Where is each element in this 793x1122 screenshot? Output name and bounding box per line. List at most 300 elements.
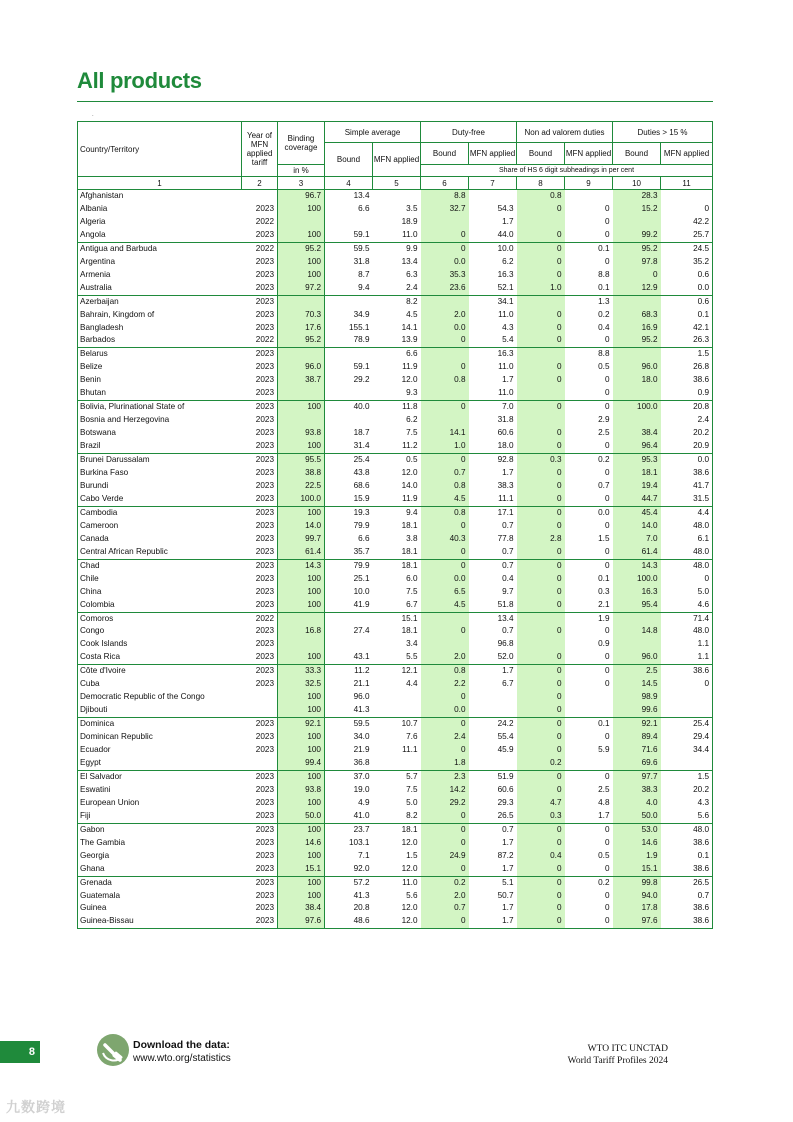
table-cell — [517, 295, 565, 308]
year-value: 2023 — [242, 295, 278, 308]
table-cell: 41.3 — [353, 890, 370, 900]
table-cell: 0 — [421, 229, 469, 242]
table-cell: 33.3 — [278, 665, 325, 678]
publication-title: World Tariff Profiles 2024 — [567, 1056, 668, 1066]
table-cell: 96.0 — [278, 361, 325, 374]
table-cell: 0.1 — [565, 718, 613, 731]
table-cell: 2.5 — [613, 665, 661, 678]
table-cell: 38.6 — [661, 665, 713, 678]
country-name: Central African Republic — [78, 546, 242, 559]
table-cell: 14.0 — [278, 520, 325, 533]
table-cell: 97.7 — [613, 770, 661, 783]
table-cell: 100 — [278, 744, 325, 757]
table-cell: 0 — [517, 480, 565, 493]
year-value: 2023 — [242, 876, 278, 889]
table-row — [78, 678, 713, 691]
year-value — [242, 704, 278, 717]
table-cell: 15.1 — [373, 612, 421, 625]
table-cell: 96.7 — [278, 190, 325, 203]
table-cell: 0 — [421, 401, 469, 414]
table-cell: 8.8 — [598, 269, 610, 279]
table-cell: 11.9 — [402, 493, 418, 503]
table-cell: 4.0 — [613, 797, 661, 810]
header-non-ad-valorem: Non ad valorem duties — [517, 122, 613, 143]
table-cell: 0 — [604, 468, 610, 478]
table-cell: 0 — [565, 665, 613, 678]
table-cell: 16.3 — [613, 586, 661, 599]
table-cell: 0 — [517, 242, 565, 255]
year-value: 2023 — [255, 639, 274, 649]
year-value: 2022 — [255, 216, 274, 226]
table-cell: 0 — [604, 388, 610, 398]
year-value: 2023 — [242, 915, 278, 928]
page-number: 8 — [28, 1046, 35, 1058]
table-cell: 3.4 — [406, 639, 418, 649]
table-cell: 12.0 — [373, 915, 421, 928]
table-cell: 2.0 — [421, 890, 469, 903]
table-cell: 0.9 — [598, 639, 610, 649]
country-name: Ghana — [78, 863, 242, 876]
table-cell: 2.4 — [406, 282, 418, 292]
table-cell: 37.0 — [325, 770, 373, 783]
table-cell — [325, 612, 373, 625]
table-cell: 38.6 — [661, 863, 713, 876]
table-cell: 32.5 — [278, 678, 325, 691]
column-number: 2 — [242, 177, 278, 190]
table-cell — [613, 387, 661, 400]
country-name: Guinea-Bissau — [78, 915, 242, 928]
table-cell: 0 — [517, 546, 565, 559]
table-row — [78, 704, 713, 717]
table-cell: 0.8 — [517, 190, 565, 203]
table-cell: 0 — [517, 440, 565, 453]
column-number: 9 — [565, 177, 613, 190]
country-name: Chile — [78, 573, 242, 586]
table-cell: 87.2 — [497, 850, 514, 860]
table-cell: 20.9 — [661, 440, 713, 453]
country-name: Brazil — [78, 440, 242, 453]
year-value: 2023 — [255, 890, 274, 900]
year-value: 2023 — [255, 863, 274, 873]
table-cell: 51.9 — [469, 770, 517, 783]
table-cell: 100 — [278, 651, 325, 664]
table-row — [78, 467, 713, 480]
table-cell: 103.1 — [349, 837, 370, 847]
table-cell: 15.1 — [278, 863, 325, 876]
year-value: 2023 — [255, 837, 274, 847]
table-cell: 0 — [421, 863, 469, 876]
header-year: Year of MFN applied tariff — [242, 122, 278, 177]
country-name: Albania — [78, 203, 242, 216]
table-cell: 1.0 — [517, 282, 565, 295]
table-cell: 20.8 — [661, 401, 713, 414]
table-cell: 16.3 — [469, 348, 517, 361]
header-bound: Bound — [613, 143, 661, 165]
table-cell: 100 — [278, 731, 325, 744]
table-cell: 41.0 — [353, 810, 370, 820]
table-cell: 1.5 — [598, 533, 610, 543]
year-value: 2023 — [255, 362, 274, 372]
country-name: Barbados — [78, 334, 242, 347]
table-row — [78, 229, 713, 242]
table-cell: 93.8 — [278, 784, 325, 797]
year-value: 2023 — [255, 493, 274, 503]
table-cell: 6.6 — [358, 533, 370, 543]
table-cell: 0 — [421, 559, 469, 572]
table-cell: 100 — [278, 203, 325, 216]
table-cell: 0 — [517, 361, 565, 374]
table-cell: 0 — [421, 454, 469, 467]
table-cell: 50.0 — [278, 810, 325, 823]
table-cell: 9.4 — [358, 282, 370, 292]
year-value: 2023 — [242, 559, 278, 572]
table-cell: 25.7 — [661, 229, 713, 242]
table-cell: 28.3 — [613, 190, 661, 203]
table-cell: 38.8 — [278, 467, 325, 480]
table-row — [78, 890, 713, 903]
table-cell — [325, 638, 373, 651]
year-value: 2023 — [255, 441, 274, 451]
table-cell: 12.0 — [401, 903, 418, 913]
year-value: 2022 — [242, 242, 278, 255]
table-cell: 14.1 — [401, 322, 418, 332]
country-name: China — [78, 586, 242, 599]
table-cell: 13.9 — [401, 335, 418, 345]
country-name: Bolivia, Plurinational State of — [78, 401, 242, 414]
table-cell: 9.3 — [406, 388, 418, 398]
country-name: Australia — [78, 282, 242, 295]
table-cell: 0.0 — [661, 454, 713, 467]
table-cell: 5.1 — [469, 876, 517, 889]
table-cell — [469, 704, 517, 717]
table-cell: 0 — [517, 309, 565, 322]
column-number: 10 — [613, 177, 661, 190]
header-mfn: MFN applied — [469, 143, 517, 165]
table-cell: 12.0 — [401, 375, 418, 385]
title-divider — [77, 101, 713, 102]
table-cell: 38.6 — [661, 467, 713, 480]
table-cell: 4.5 — [421, 599, 469, 612]
table-cell: 14.6 — [278, 837, 325, 850]
download-label: Download the data: — [133, 1039, 230, 1051]
table-cell: 0 — [517, 837, 565, 850]
table-cell: 100 — [278, 876, 325, 889]
table-cell: 0.7 — [469, 559, 517, 572]
country-name: Algeria — [78, 216, 242, 229]
table-cell: 0 — [517, 731, 565, 744]
table-cell: 14.1 — [421, 427, 469, 440]
table-cell: 35.7 — [353, 546, 370, 556]
table-row — [78, 203, 713, 216]
table-cell: 5.6 — [406, 890, 418, 900]
table-cell: 29.2 — [353, 375, 370, 385]
table-cell: 0 — [517, 493, 565, 506]
table-cell: 0 — [517, 770, 565, 783]
table-cell: 42.1 — [661, 322, 713, 335]
table-cell: 1.1 — [661, 651, 713, 664]
table-cell: 7.5 — [406, 428, 418, 438]
table-cell: 24.5 — [661, 242, 713, 255]
table-cell: 0 — [661, 678, 713, 691]
table-row — [78, 309, 713, 322]
table-cell: 0 — [517, 625, 565, 638]
table-row — [78, 216, 713, 229]
country-name: Antigua and Barbuda — [78, 242, 242, 255]
table-cell: 0.7 — [421, 902, 469, 915]
column-number: 1 — [78, 177, 242, 190]
table-cell: 34.4 — [661, 744, 713, 757]
table-cell: 0 — [421, 837, 469, 850]
table-cell: 96.4 — [613, 440, 661, 453]
table-cell: 0 — [421, 520, 469, 533]
table-cell: 23.7 — [325, 823, 373, 836]
table-cell: 98.9 — [613, 691, 661, 704]
year-value: 2022 — [255, 335, 274, 345]
table-row — [78, 599, 713, 612]
table-cell: 18.1 — [401, 520, 418, 530]
table-cell: 100 — [278, 506, 325, 519]
table-cell: 25.4 — [325, 454, 373, 467]
table-cell: 1.7 — [502, 375, 514, 385]
table-cell: 43.8 — [353, 468, 370, 478]
table-row — [78, 322, 713, 335]
table-row — [78, 863, 713, 876]
table-cell: 12.0 — [401, 468, 418, 478]
table-cell: 0.0 — [421, 573, 469, 586]
table-cell: 0 — [517, 744, 565, 757]
table-row — [78, 387, 713, 400]
table-row — [78, 586, 713, 599]
table-cell: 1.7 — [469, 915, 517, 928]
country-name: Cook Islands — [78, 638, 242, 651]
table-cell: 60.6 — [497, 428, 514, 438]
table-cell — [421, 216, 469, 229]
country-name: Cameroon — [78, 520, 242, 533]
year-value: 2023 — [255, 229, 274, 239]
table-cell: 100 — [278, 599, 325, 612]
table-cell: 0 — [661, 573, 713, 586]
country-name: Bangladesh — [78, 322, 242, 335]
country-name: Cambodia — [78, 506, 242, 519]
table-cell: 0.8 — [421, 506, 469, 519]
table-cell: 0.8 — [421, 374, 469, 387]
table-cell: 0.3 — [517, 454, 565, 467]
country-name: Congo — [78, 625, 242, 638]
table-cell: 4.8 — [598, 797, 610, 807]
table-cell: 31.8 — [353, 256, 370, 266]
country-name: Argentina — [78, 256, 242, 269]
download-icon[interactable] — [96, 1033, 130, 1067]
table-row — [78, 427, 713, 440]
table-row — [78, 651, 713, 664]
table-cell: 0 — [421, 810, 469, 823]
table-cell: 1.0 — [421, 440, 469, 453]
header-column-numbers — [78, 177, 713, 190]
table-cell: 0.2 — [565, 876, 613, 889]
table-cell: 0 — [421, 823, 469, 836]
header-share-note: Share of HS 6 digit subheadings in per cent — [421, 165, 713, 177]
table-cell: 8.8 — [565, 348, 613, 361]
table-cell: 78.9 — [353, 335, 370, 345]
table-cell: 0.1 — [661, 850, 713, 863]
table-cell: 0.4 — [517, 850, 565, 863]
header-in-percent: in % — [278, 165, 325, 177]
table-cell: 1.7 — [502, 837, 514, 847]
country-name: Dominica — [78, 718, 242, 731]
table-cell: 11.9 — [402, 362, 418, 372]
table-cell: 11.2 — [402, 441, 418, 451]
table-cell: 96.0 — [613, 651, 661, 664]
table-cell — [613, 638, 661, 651]
table-cell: 18.7 — [353, 428, 370, 438]
table-cell: 2.2 — [421, 678, 469, 691]
table-cell: 99.7 — [278, 533, 325, 546]
table-cell: 8.7 — [358, 269, 370, 279]
table-cell: 36.8 — [353, 757, 370, 767]
table-cell — [565, 757, 613, 770]
year-value: 2022 — [242, 612, 278, 625]
table-cell: 95.2 — [613, 242, 661, 255]
year-value: 2023 — [255, 732, 274, 742]
table-cell: 11.0 — [498, 362, 514, 372]
table-cell: 6.7 — [502, 679, 514, 689]
table-cell: 2.3 — [421, 770, 469, 783]
table-cell: 0 — [517, 823, 565, 836]
table-cell — [613, 216, 661, 229]
table-cell: 0 — [517, 322, 565, 335]
country-name: Armenia — [78, 269, 242, 282]
table-cell: 3.8 — [406, 533, 418, 543]
table-cell: 38.7 — [278, 374, 325, 387]
header-mfn: MFN applied — [373, 143, 421, 177]
country-name: Costa Rica — [78, 651, 242, 664]
download-link[interactable]: www.wto.org/statistics — [133, 1053, 231, 1064]
table-cell: 12.1 — [373, 665, 421, 678]
table-cell: 0 — [421, 242, 469, 255]
table-cell: 21.9 — [353, 745, 370, 755]
table-cell: 11.0 — [402, 229, 418, 239]
table-cell: 26.3 — [661, 334, 713, 347]
table-cell: 4.7 — [517, 797, 565, 810]
year-value: 2023 — [255, 388, 274, 398]
table-cell: 52.0 — [497, 652, 514, 662]
table-row — [78, 440, 713, 453]
table-cell — [325, 414, 373, 427]
table-cell: 6.5 — [421, 586, 469, 599]
table-cell: 0 — [604, 375, 610, 385]
table-cell: 2.1 — [598, 599, 610, 609]
table-row — [78, 414, 713, 427]
country-name: Egypt — [78, 757, 242, 770]
year-value: 2023 — [255, 322, 274, 332]
year-value: 2023 — [242, 770, 278, 783]
year-value: 2023 — [255, 784, 274, 794]
table-cell: 19.3 — [325, 506, 373, 519]
table-cell: 8.2 — [406, 810, 418, 820]
year-value — [242, 757, 278, 770]
table-cell: 0 — [517, 559, 565, 572]
table-cell: 55.4 — [497, 732, 514, 742]
table-cell: 0 — [517, 902, 565, 915]
table-cell: 0 — [604, 626, 610, 636]
table-cell: 0 — [604, 520, 610, 530]
table-cell: 0 — [517, 863, 565, 876]
table-cell: 0.3 — [517, 810, 565, 823]
table-cell: 16.8 — [278, 625, 325, 638]
year-value: 2023 — [255, 269, 274, 279]
table-cell: 41.7 — [661, 480, 713, 493]
table-cell — [278, 387, 325, 400]
table-cell: 6.2 — [406, 415, 418, 425]
table-cell: 68.3 — [613, 309, 661, 322]
table-cell — [325, 295, 373, 308]
country-name: Brunei Darussalam — [78, 454, 242, 467]
table-cell: 100.0 — [613, 573, 661, 586]
year-value: 2023 — [242, 506, 278, 519]
table-row — [78, 731, 713, 744]
table-cell: 0.2 — [565, 454, 613, 467]
table-cell: 95.3 — [613, 454, 661, 467]
table-cell: 7.6 — [406, 732, 418, 742]
table-cell: 18.1 — [401, 626, 418, 636]
table-row — [78, 797, 713, 810]
table-cell: 34.1 — [469, 295, 517, 308]
year-value: 2023 — [255, 745, 274, 755]
table-cell: 12.0 — [401, 837, 418, 847]
table-cell: 19.4 — [613, 480, 661, 493]
table-cell: 9.4 — [373, 506, 421, 519]
table-cell: 7.0 — [469, 401, 517, 414]
table-cell: 7.5 — [406, 586, 418, 596]
table-cell: 99.6 — [613, 704, 661, 717]
year-value: 2023 — [255, 586, 274, 596]
table-cell — [565, 691, 613, 704]
table-cell: 48.0 — [661, 520, 713, 533]
table-row — [78, 256, 713, 269]
table-cell: 8.2 — [373, 295, 421, 308]
table-cell: 0 — [517, 704, 565, 717]
country-name: Chad — [78, 559, 242, 572]
table-cell: 0.0 — [565, 506, 613, 519]
country-name: Ecuador — [78, 744, 242, 757]
table-cell: 15.9 — [353, 493, 370, 503]
table-cell: 60.6 — [497, 784, 514, 794]
table-cell: 0 — [565, 823, 613, 836]
table-cell: 0 — [661, 203, 713, 216]
table-cell: 0.7 — [469, 823, 517, 836]
table-cell: 0 — [604, 216, 610, 226]
country-name: Belarus — [78, 348, 242, 361]
table-cell: 0 — [565, 401, 613, 414]
table-cell: 0.2 — [421, 876, 469, 889]
table-cell: 0.1 — [598, 573, 610, 583]
header-duties-15: Duties > 15 % — [613, 122, 713, 143]
table-cell — [469, 190, 517, 203]
year-value: 2023 — [255, 679, 274, 689]
table-cell: 0.6 — [661, 269, 713, 282]
table-cell: 1.7 — [469, 665, 517, 678]
table-cell: 100 — [278, 770, 325, 783]
table-cell: 10.0 — [469, 242, 517, 255]
table-cell: 0.1 — [661, 309, 713, 322]
header-mfn: MFN applied — [661, 143, 713, 165]
table-cell: 71.6 — [613, 744, 661, 757]
header-simple-average: Simple average — [325, 122, 421, 143]
table-cell: 0 — [604, 256, 610, 266]
table-cell: 0 — [421, 546, 469, 559]
table-row — [78, 559, 713, 572]
header-binding: Binding coverage — [278, 122, 325, 165]
